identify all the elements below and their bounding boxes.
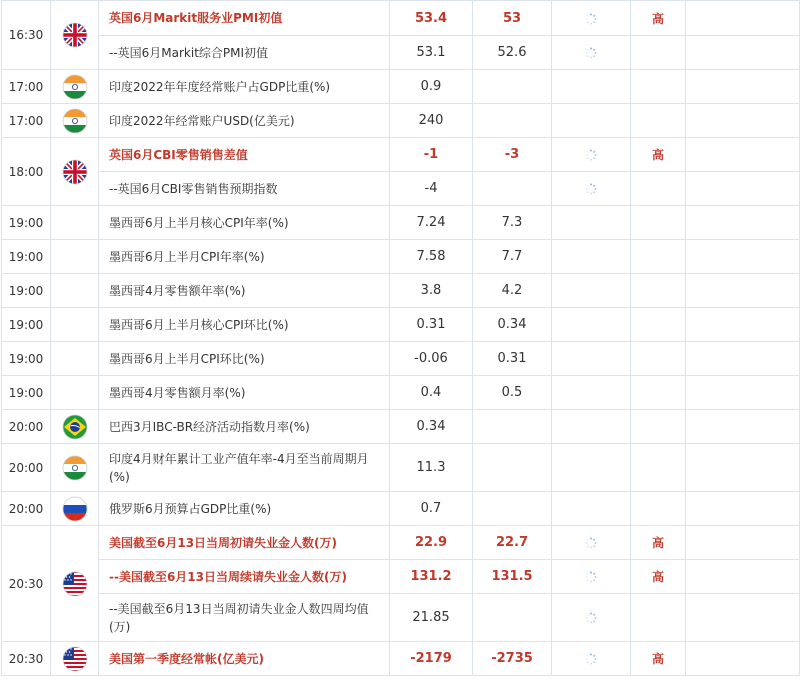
event-name[interactable]: --英国6月Markit综合PMI初值 xyxy=(99,36,390,70)
loading-cell xyxy=(552,36,631,70)
forecast-value: 7.3 xyxy=(473,206,552,240)
forecast-value: -2735 xyxy=(473,642,552,676)
loading-spinner-icon xyxy=(585,612,597,624)
actual-value: 11.3 xyxy=(390,444,473,492)
forecast-value: -3 xyxy=(473,138,552,172)
event-name[interactable]: 墨西哥6月上半月CPI年率(%) xyxy=(99,240,390,274)
actual-value: 131.2 xyxy=(390,560,473,594)
importance-badge: 高 xyxy=(631,642,686,676)
importance-badge xyxy=(631,70,686,104)
event-name[interactable]: 英国6月Markit服务业PMI初值 xyxy=(99,1,390,36)
extra-cell xyxy=(686,240,800,274)
extra-cell xyxy=(686,376,800,410)
time-cell: 19:00 xyxy=(2,206,51,240)
forecast-value xyxy=(473,104,552,138)
event-name[interactable]: 印度2022年年度经常账户占GDP比重(%) xyxy=(99,70,390,104)
extra-cell xyxy=(686,138,800,172)
forecast-value: 22.7 xyxy=(473,526,552,560)
flag-cell xyxy=(51,376,99,410)
brazil-flag-icon xyxy=(62,414,88,440)
flag-cell xyxy=(51,526,99,642)
table-row xyxy=(2,240,800,274)
flag-cell xyxy=(51,642,99,676)
actual-value: 3.8 xyxy=(390,274,473,308)
table-row xyxy=(2,560,800,594)
result-cell xyxy=(552,240,631,274)
extra-cell xyxy=(686,70,800,104)
extra-cell xyxy=(686,594,800,642)
loading-cell xyxy=(552,138,631,172)
flag-cell xyxy=(51,104,99,138)
table-row xyxy=(2,410,800,444)
time-cell: 19:00 xyxy=(2,308,51,342)
event-name[interactable]: 印度4月财年累计工业产值年率-4月至当前周期月(%) xyxy=(99,444,390,492)
extra-cell xyxy=(686,560,800,594)
forecast-value xyxy=(473,410,552,444)
india-flag-icon xyxy=(62,108,88,134)
event-name[interactable]: 墨西哥6月上半月CPI环比(%) xyxy=(99,342,390,376)
forecast-value: 0.5 xyxy=(473,376,552,410)
actual-value: -2179 xyxy=(390,642,473,676)
forecast-value: 7.7 xyxy=(473,240,552,274)
time-cell: 20:00 xyxy=(2,444,51,492)
forecast-value: 52.6 xyxy=(473,36,552,70)
forecast-value: 131.5 xyxy=(473,560,552,594)
time-cell: 16:30 xyxy=(2,1,51,70)
extra-cell xyxy=(686,172,800,206)
flag-cell xyxy=(51,444,99,492)
loading-spinner-icon xyxy=(585,183,597,195)
flag-cell xyxy=(51,206,99,240)
extra-cell xyxy=(686,206,800,240)
flag-cell xyxy=(51,492,99,526)
loading-spinner-icon xyxy=(585,537,597,549)
importance-badge xyxy=(631,274,686,308)
importance-badge xyxy=(631,492,686,526)
time-cell: 20:30 xyxy=(2,642,51,676)
loading-cell xyxy=(552,172,631,206)
result-cell xyxy=(552,444,631,492)
actual-value: 0.4 xyxy=(390,376,473,410)
extra-cell xyxy=(686,1,800,36)
result-cell xyxy=(552,492,631,526)
extra-cell xyxy=(686,492,800,526)
importance-badge xyxy=(631,342,686,376)
actual-value: 7.24 xyxy=(390,206,473,240)
loading-spinner-icon xyxy=(585,571,597,583)
importance-badge xyxy=(631,172,686,206)
table-row xyxy=(2,172,800,206)
extra-cell xyxy=(686,342,800,376)
uk-flag-icon xyxy=(62,159,88,185)
event-name[interactable]: 印度2022年经常账户USD(亿美元) xyxy=(99,104,390,138)
loading-cell xyxy=(552,1,631,36)
extra-cell xyxy=(686,526,800,560)
event-name[interactable]: 墨西哥4月零售额月率(%) xyxy=(99,376,390,410)
extra-cell xyxy=(686,308,800,342)
loading-spinner-icon xyxy=(585,47,597,59)
actual-value: -0.06 xyxy=(390,342,473,376)
actual-value: 21.85 xyxy=(390,594,473,642)
actual-value: 7.58 xyxy=(390,240,473,274)
result-cell xyxy=(552,70,631,104)
time-cell: 20:00 xyxy=(2,410,51,444)
time-cell: 20:00 xyxy=(2,492,51,526)
importance-badge xyxy=(631,308,686,342)
extra-cell xyxy=(686,444,800,492)
importance-badge: 高 xyxy=(631,526,686,560)
event-name[interactable]: 墨西哥4月零售额年率(%) xyxy=(99,274,390,308)
time-cell: 18:00 xyxy=(2,138,51,206)
loading-cell xyxy=(552,642,631,676)
forecast-value xyxy=(473,594,552,642)
actual-value: 0.31 xyxy=(390,308,473,342)
russia-flag-icon xyxy=(62,496,88,522)
importance-badge: 高 xyxy=(631,560,686,594)
importance-badge xyxy=(631,376,686,410)
flag-cell xyxy=(51,1,99,70)
time-cell: 17:00 xyxy=(2,70,51,104)
flag-cell xyxy=(51,410,99,444)
us-flag-icon xyxy=(62,646,88,672)
flag-cell xyxy=(51,240,99,274)
table-row xyxy=(2,1,800,36)
flag-cell xyxy=(51,274,99,308)
loading-cell xyxy=(552,594,631,642)
time-cell: 17:00 xyxy=(2,104,51,138)
time-cell: 19:00 xyxy=(2,274,51,308)
result-cell xyxy=(552,342,631,376)
table-row xyxy=(2,104,800,138)
table-row xyxy=(2,274,800,308)
table-row xyxy=(2,36,800,70)
loading-spinner-icon xyxy=(585,13,597,25)
table-row xyxy=(2,594,800,642)
importance-badge xyxy=(631,240,686,274)
extra-cell xyxy=(686,36,800,70)
flag-cell xyxy=(51,138,99,206)
loading-cell xyxy=(552,560,631,594)
uk-flag-icon xyxy=(62,22,88,48)
result-cell xyxy=(552,308,631,342)
forecast-value xyxy=(473,172,552,206)
importance-badge xyxy=(631,410,686,444)
india-flag-icon xyxy=(62,455,88,481)
time-cell: 19:00 xyxy=(2,240,51,274)
forecast-value xyxy=(473,492,552,526)
importance-badge: 高 xyxy=(631,1,686,36)
forecast-value xyxy=(473,70,552,104)
forecast-value: 53 xyxy=(473,1,552,36)
table-row xyxy=(2,526,800,560)
event-name[interactable]: 俄罗斯6月预算占GDP比重(%) xyxy=(99,492,390,526)
india-flag-icon xyxy=(62,74,88,100)
table-row xyxy=(2,206,800,240)
forecast-value: 0.34 xyxy=(473,308,552,342)
table-row xyxy=(2,70,800,104)
importance-badge: 高 xyxy=(631,138,686,172)
extra-cell xyxy=(686,274,800,308)
importance-badge xyxy=(631,104,686,138)
result-cell xyxy=(552,376,631,410)
time-cell: 20:30 xyxy=(2,526,51,642)
event-name[interactable]: 墨西哥6月上半月核心CPI环比(%) xyxy=(99,308,390,342)
flag-cell xyxy=(51,342,99,376)
table-row xyxy=(2,642,800,676)
extra-cell xyxy=(686,642,800,676)
forecast-value: 0.31 xyxy=(473,342,552,376)
event-name[interactable]: 美国第一季度经常帐(亿美元) xyxy=(99,642,390,676)
actual-value: 240 xyxy=(390,104,473,138)
importance-badge xyxy=(631,36,686,70)
time-cell: 19:00 xyxy=(2,376,51,410)
actual-value: -1 xyxy=(390,138,473,172)
table-row xyxy=(2,376,800,410)
actual-value: 22.9 xyxy=(390,526,473,560)
us-flag-icon xyxy=(62,571,88,597)
actual-value: 0.34 xyxy=(390,410,473,444)
loading-cell xyxy=(552,526,631,560)
importance-badge xyxy=(631,444,686,492)
event-name[interactable]: --美国截至6月13日当周初请失业金人数四周均值(万) xyxy=(99,594,390,642)
result-cell xyxy=(552,104,631,138)
actual-value: 53.4 xyxy=(390,1,473,36)
event-name[interactable]: 巴西3月IBC-BR经济活动指数月率(%) xyxy=(99,410,390,444)
flag-cell xyxy=(51,308,99,342)
extra-cell xyxy=(686,410,800,444)
event-name[interactable]: 美国截至6月13日当周初请失业金人数(万) xyxy=(99,526,390,560)
loading-spinner-icon xyxy=(585,653,597,665)
loading-spinner-icon xyxy=(585,149,597,161)
actual-value: -4 xyxy=(390,172,473,206)
actual-value: 0.9 xyxy=(390,70,473,104)
table-row xyxy=(2,138,800,172)
actual-value: 0.7 xyxy=(390,492,473,526)
time-cell: 19:00 xyxy=(2,342,51,376)
event-name[interactable]: --美国截至6月13日当周续请失业金人数(万) xyxy=(99,560,390,594)
importance-badge xyxy=(631,206,686,240)
extra-cell xyxy=(686,104,800,138)
table-row xyxy=(2,444,800,492)
event-name[interactable]: --英国6月CBI零售销售预期指数 xyxy=(99,172,390,206)
forecast-value: 4.2 xyxy=(473,274,552,308)
flag-cell xyxy=(51,70,99,104)
result-cell xyxy=(552,274,631,308)
actual-value: 53.1 xyxy=(390,36,473,70)
table-row xyxy=(2,308,800,342)
importance-badge xyxy=(631,594,686,642)
result-cell xyxy=(552,206,631,240)
table-row xyxy=(2,342,800,376)
event-name[interactable]: 墨西哥6月上半月核心CPI年率(%) xyxy=(99,206,390,240)
table-row xyxy=(2,492,800,526)
result-cell xyxy=(552,410,631,444)
economic-calendar-table xyxy=(1,0,800,676)
forecast-value xyxy=(473,444,552,492)
event-name[interactable]: 英国6月CBI零售销售差值 xyxy=(99,138,390,172)
